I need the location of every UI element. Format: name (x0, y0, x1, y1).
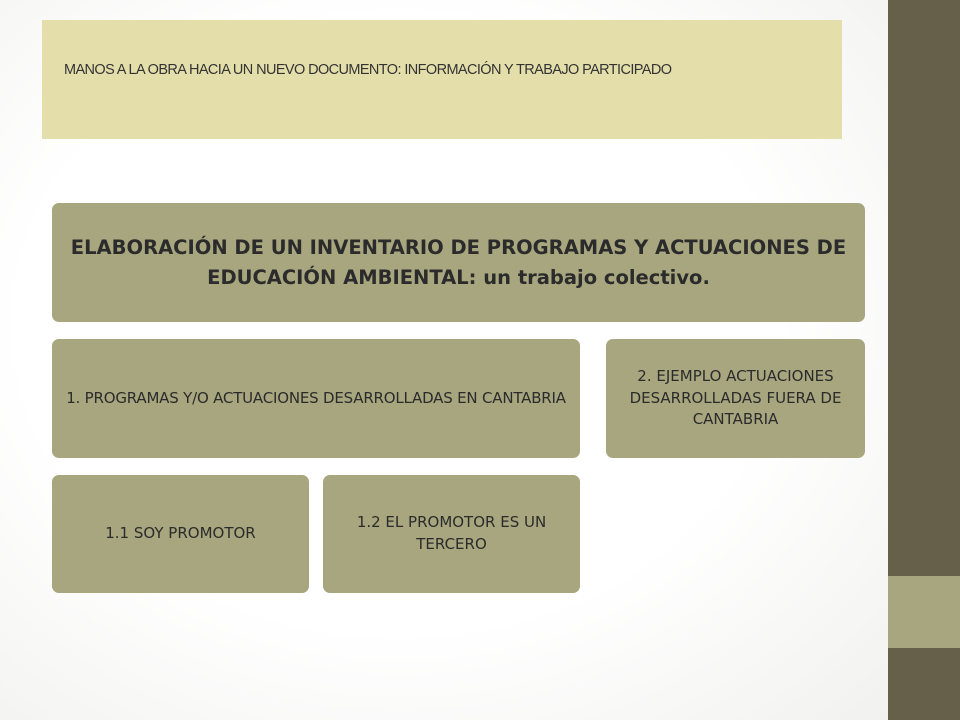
slide-title: MANOS A LA OBRA HACIA UN NUEVO DOCUMENTO: INFORMACIÓN Y TRABAJO PARTICIPADO (64, 62, 672, 78)
node-1-label: 1. PROGRAMAS Y/O ACTUACIONES DESARROLLADAS EN CANTABRIA (66, 388, 566, 407)
title-banner (42, 20, 842, 139)
decorative-side-band (888, 576, 960, 648)
diagram-main-node (52, 203, 865, 322)
diagram-node-1 (52, 339, 580, 458)
node-1-2-label: 1.2 EL PROMOTOR ES UN TERCERO (356, 513, 547, 553)
node-1-1-label: 1.1 SOY PROMOTOR (105, 524, 256, 543)
diagram-node-1-1 (52, 475, 309, 593)
node-2-label: 2. EJEMPLO ACTUACIONES DESARROLLADAS FUERA DE CANTABRIA (629, 366, 842, 429)
main-node-label: ELABORACIÓN DE UN INVENTARIO DE PROGRAMAS Y ACTUACIONES DE EDUCACIÓN AMBIENTAL: un trabajo colectivo. (70, 236, 847, 289)
diagram-node-2 (606, 339, 865, 458)
diagram-node-1-2 (323, 475, 580, 593)
